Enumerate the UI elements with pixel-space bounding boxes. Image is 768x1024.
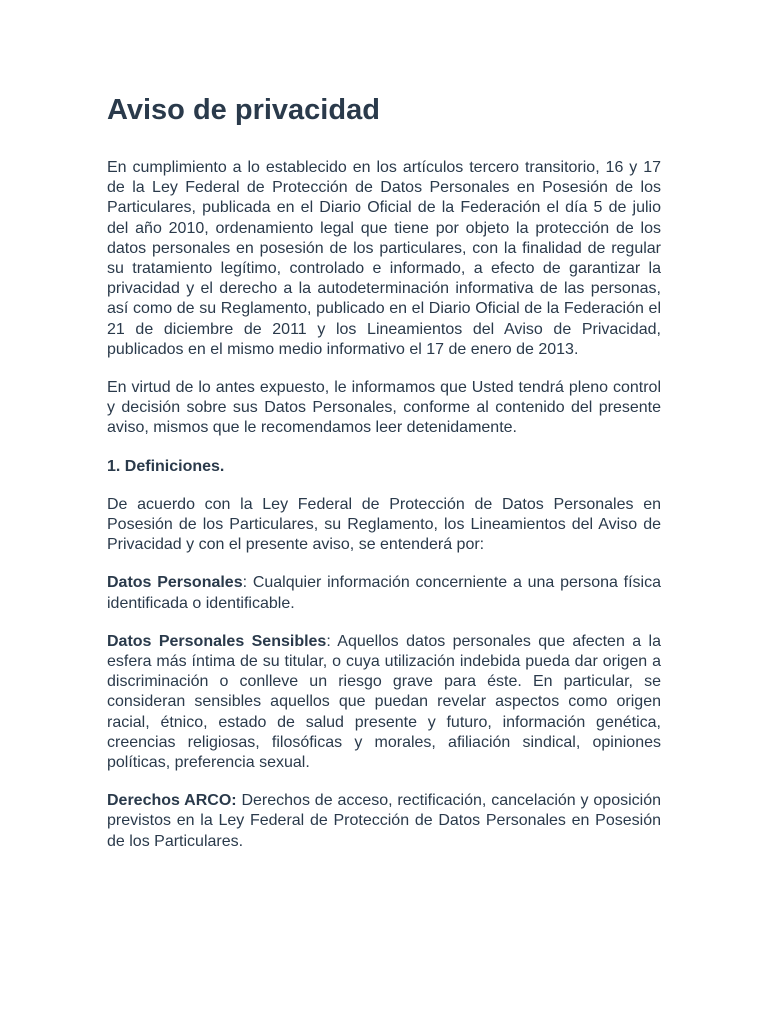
definition-term: Datos Personales Sensibles bbox=[107, 632, 327, 650]
definition-text: : Cualquier información concerniente a una persona física identificada o identificable. bbox=[107, 574, 662, 612]
document-page bbox=[107, 0, 661, 852]
second-paragraph: En virtud de lo antes expuesto, le informamos que Usted tendrá pleno control y decisión sobre sus Datos Personales, conforme al contenido del presente aviso, mismos que le recomendamos leer detenidamente. bbox=[107, 379, 661, 437]
definition-item bbox=[107, 791, 661, 852]
definition-term: Datos Personales bbox=[107, 574, 243, 592]
definition-text: : Aquellos datos personales que afecten a la esfera más íntima de su titular, o cuya utilización indebida pueda dar origen a discriminación o conlleve un riesgo grave para éste. En particular, se consideran sensibles aquellos que puedan revelar aspectos como origen racial, étnico, estado de salud presente y futuro, información genética, creencias religiosas, filosóficas y morales, afiliación sindical, opiniones políticas, preferencia sexual. bbox=[107, 632, 662, 772]
definition-item bbox=[107, 573, 661, 613]
definitions-intro: De acuerdo con la Ley Federal de Protección de Datos Personales en Posesión de los Particulares, su Reglamento, los Lineamientos del Aviso de Privacidad y con el presente aviso, se entenderá por: bbox=[107, 495, 661, 554]
section-heading: 1. Definiciones. bbox=[107, 457, 225, 475]
definition-text: Derechos de acceso, rectificación, cancelación y oposición previstos en la Ley Federal de Protección de Datos Personales en Posesión de los Particulares. bbox=[107, 792, 661, 850]
page-title: Aviso de privacidad bbox=[107, 94, 380, 126]
intro-paragraph: En cumplimiento a lo establecido en los artículos tercero transitorio, 16 y 17 de la Ley Federal de Protección de Datos Personales en Posesión de los Particulares, publicada en el Diario Oficial de la Federación el día 5 de julio del año 2010, ordenamiento legal que tiene por objeto la protección de los datos personales en posesión de los particulares, con la finalidad de regular su tratamiento legítimo, controlado e informado, a efecto de garantizar la privacidad y el derecho a la autodeterminación informativa de las personas, así como de su Reglamento, publicado en el Diario Oficial de la Federación el 21 de diciembre de 2011 y los Lineamientos del Aviso de Privacidad, publicados en el mismo medio informativo el 17 de enero de 2013. bbox=[107, 159, 661, 358]
definition-term: Derechos ARCO: bbox=[107, 792, 237, 810]
definition-item bbox=[107, 632, 661, 773]
